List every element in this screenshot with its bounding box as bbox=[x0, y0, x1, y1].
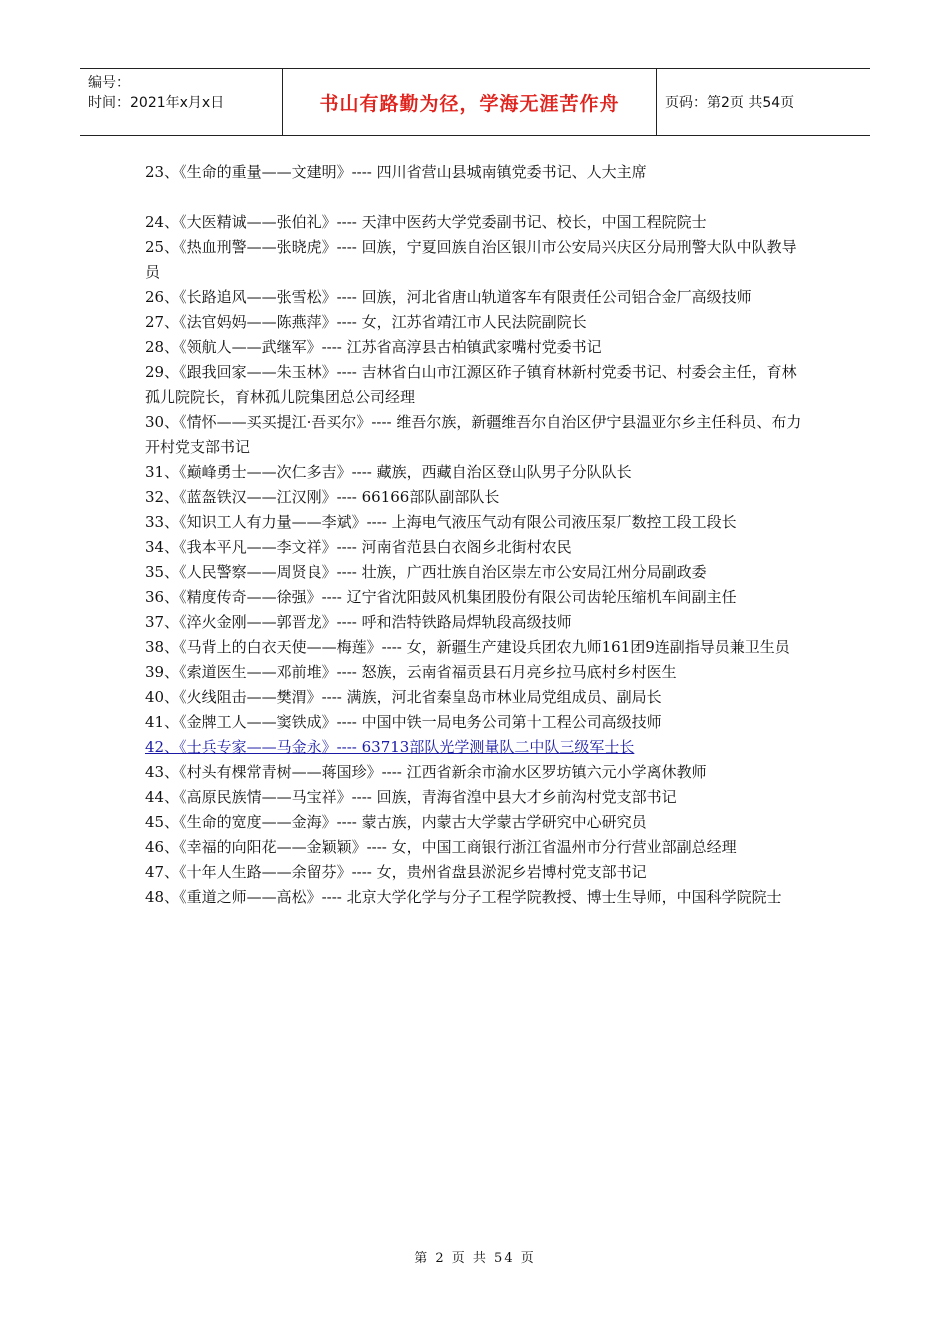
header-meta bbox=[80, 69, 283, 135]
list-item: 28、《领航人——武继军》---- 江苏省高淳县古柏镇武家嘴村党委书记 bbox=[145, 338, 602, 356]
list-item: 46、《幸福的向阳花——金颖颖》---- 女，中国工商银行浙江省温州市分行营业部副总经理 bbox=[145, 838, 737, 856]
list-item: 34、《我本平凡——李文祥》---- 河南省范县白衣阁乡北街村农民 bbox=[145, 538, 572, 556]
list-item: 40、《火线阻击——樊渭》---- 满族，河北省秦皇岛市林业局党组成员、副局长 bbox=[145, 688, 662, 706]
list-item: 27、《法官妈妈——陈燕萍》---- 女，江苏省靖江市人民法院副院长 bbox=[145, 313, 587, 331]
list-item: 45、《生命的宽度——金海》---- 蒙古族，内蒙古大学蒙古学研究中心研究员 bbox=[145, 813, 647, 831]
list-item: 23、《生命的重量——文建明》---- 四川省营山县城南镇党委书记、人大主席 bbox=[145, 163, 647, 181]
list-item: 39、《索道医生——邓前堆》---- 怒族，云南省福贡县石月亮乡拉马底村乡村医生 bbox=[145, 663, 677, 681]
list-item: 26、《长路追风——张雪松》---- 回族，河北省唐山轨道客车有限责任公司铝合金厂高级技师 bbox=[145, 288, 752, 306]
motto: 书山有路勤为径，学海无涯苦作舟 bbox=[283, 69, 657, 135]
list-item: 33、《知识工人有力量——李斌》---- 上海电气液压气动有限公司液压泵厂数控工段工段长 bbox=[145, 513, 737, 531]
list-item: 29、《跟我回家——朱玉林》---- 吉林省白山市江源区砟子镇育林新村党委书记、村委会主任，育林孤儿院院长，育林孤儿院集团总公司经理 bbox=[145, 363, 797, 406]
list-item: 38、《马背上的白衣天使——梅莲》---- 女，新疆生产建设兵团农九师161团9连副指导员兼卫生员 bbox=[145, 638, 790, 656]
list-item: 43、《村头有棵常青树——蒋国珍》---- 江西省新余市渝水区罗坊镇六元小学离休教师 bbox=[145, 763, 707, 781]
page-header bbox=[80, 68, 870, 136]
list-item: 36、《精度传奇——徐强》---- 辽宁省沈阳鼓风机集团股份有限公司齿轮压缩机车间副主任 bbox=[145, 588, 737, 606]
list-item: 37、《淬火金刚——郭晋龙》---- 呼和浩特铁路局焊轨段高级技师 bbox=[145, 613, 572, 631]
entry-link[interactable]: 42、《士兵专家——马金永》---- 63713部队光学测量队二中队三级军士长 bbox=[145, 738, 635, 756]
list-item: 32、《蓝盔铁汉——江汉刚》---- 66166部队副部队长 bbox=[145, 488, 500, 506]
list-item: 48、《重道之师——高松》---- 北京大学化学与分子工程学院教授、博士生导师，中国科学院院士 bbox=[145, 888, 782, 906]
spacer bbox=[145, 185, 810, 210]
list-item: 30、《情怀——买买提江·吾买尔》---- 维吾尔族，新疆维吾尔自治区伊宁县温亚尔乡主任科员、布力开村党支部书记 bbox=[145, 413, 802, 456]
list-item: 47、《十年人生路——余留芬》---- 女，贵州省盘县淤泥乡岩博村党支部书记 bbox=[145, 863, 647, 881]
doc-number-label: 编号： bbox=[88, 75, 130, 91]
list-item: 35、《人民警察——周贤良》---- 壮族，广西壮族自治区崇左市公安局江州分局副政委 bbox=[145, 563, 707, 581]
page-info: 页码：第2页 共54页 bbox=[665, 95, 795, 111]
list-item: 41、《金牌工人——窦铁成》---- 中国中铁一局电务公司第十工程公司高级技师 bbox=[145, 713, 662, 731]
entry-list bbox=[145, 160, 810, 910]
list-item: 24、《大医精诚——张伯礼》---- 天津中医药大学党委副书记、校长，中国工程院院士 bbox=[145, 213, 707, 231]
list-item: 44、《高原民族情——马宝祥》---- 回族，青海省湟中县大才乡前沟村党支部书记 bbox=[145, 788, 677, 806]
page-footer: 第 2 页 共 54 页 bbox=[414, 1251, 536, 1266]
date-line: 时间：2021年x月x日 bbox=[88, 95, 225, 111]
list-item: 31、《巅峰勇士——次仁多吉》---- 藏族，西藏自治区登山队男子分队队长 bbox=[145, 463, 632, 481]
list-item: 25、《热血刑警——张晓虎》---- 回族，宁夏回族自治区银川市公安局兴庆区分局刑警大队中队教导员 bbox=[145, 238, 797, 281]
